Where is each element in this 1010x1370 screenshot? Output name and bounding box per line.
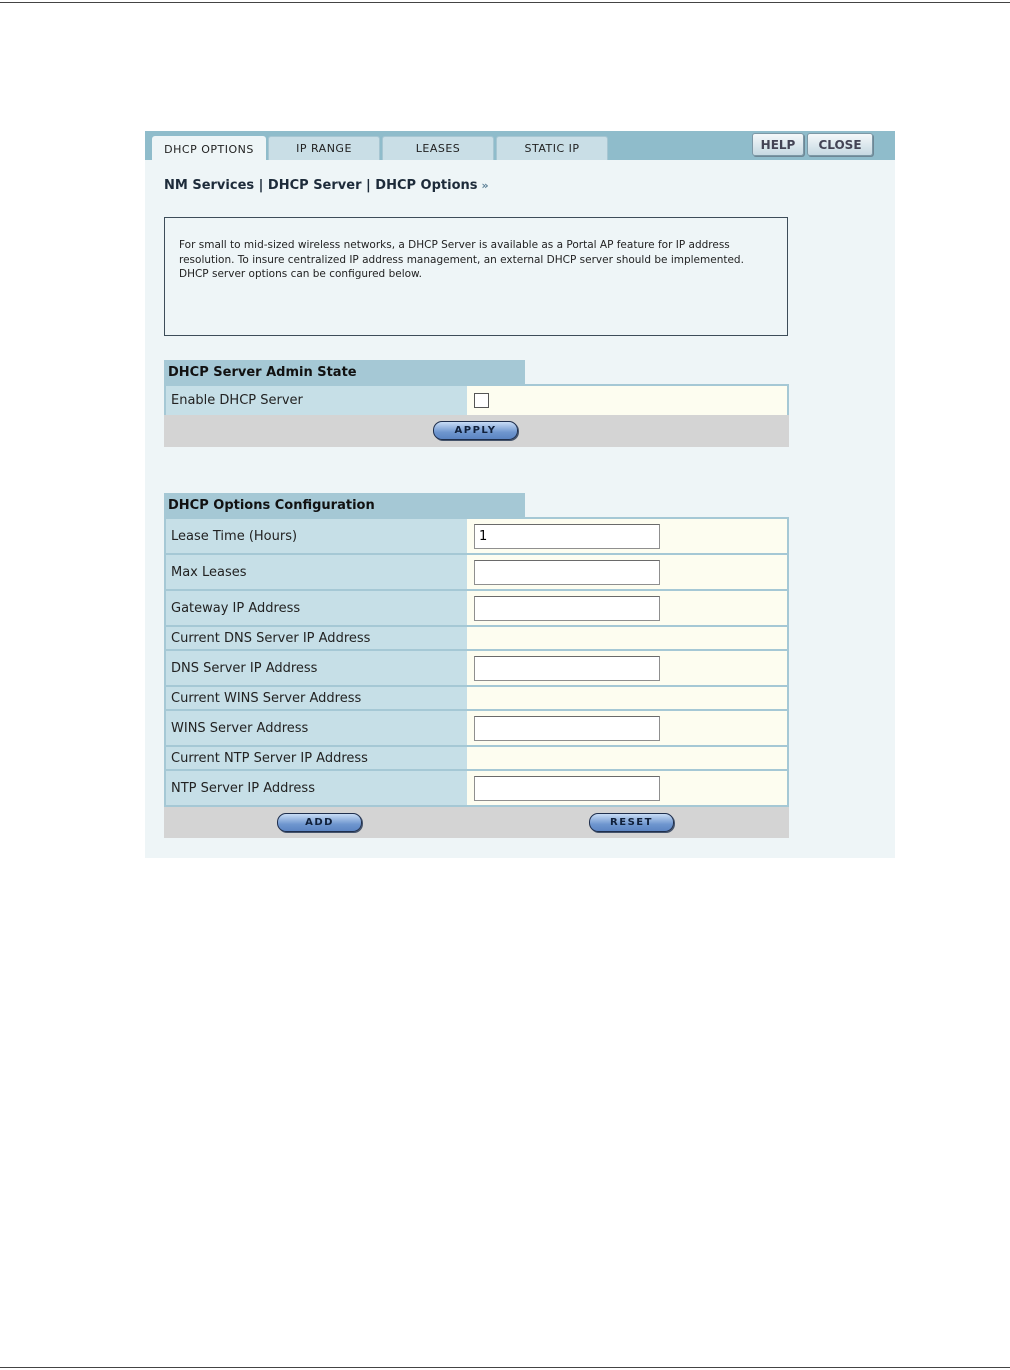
enable-dhcp-checkbox[interactable] — [474, 393, 489, 408]
lease-time-cell — [467, 519, 789, 553]
breadcrumb — [164, 178, 489, 193]
ntp-ip-input[interactable] — [474, 776, 660, 801]
field-row-ntp-ip — [164, 771, 789, 805]
field-row-current-dns — [164, 627, 789, 649]
lease-time-input[interactable] — [474, 524, 660, 549]
current-wins-value — [467, 687, 789, 709]
apply-button[interactable]: APPLY — [433, 421, 518, 440]
current-wins-label: Current WINS Server Address — [164, 687, 467, 709]
breadcrumb-path: NM Services | DHCP Server | DHCP Options — [164, 178, 478, 193]
help-button[interactable]: HELP — [752, 133, 804, 156]
info-text: For small to mid-sized wireless networks, a DHCP Server is available as a Portal AP feature for IP address resolution. To insure centralized IP address management, an external DHCP server should be implemented. DHCP server options can be configured below. — [179, 239, 744, 280]
current-ntp-label: Current NTP Server IP Address — [164, 747, 467, 769]
bottom-rule — [0, 1367, 1010, 1368]
max-leases-input[interactable] — [474, 560, 660, 585]
dns-ip-label: DNS Server IP Address — [164, 651, 467, 685]
dns-ip-cell — [467, 651, 789, 685]
gateway-ip-cell — [467, 591, 789, 625]
ntp-ip-cell — [467, 771, 789, 805]
current-dns-value — [467, 627, 789, 649]
enable-dhcp-label: Enable DHCP Server — [164, 386, 467, 415]
wins-input[interactable] — [474, 716, 660, 741]
info-box — [164, 217, 788, 336]
tab-bar — [145, 131, 895, 160]
add-button[interactable]: ADD — [277, 813, 362, 832]
close-button[interactable]: CLOSE — [807, 133, 873, 156]
admin-state-header: DHCP Server Admin State — [164, 360, 525, 385]
gateway-ip-label: Gateway IP Address — [164, 591, 467, 625]
tab-ip-range[interactable]: IP RANGE — [268, 136, 380, 160]
field-row-gateway-ip — [164, 591, 789, 625]
current-ntp-value — [467, 747, 789, 769]
top-rule — [0, 2, 1010, 3]
wins-label: WINS Server Address — [164, 711, 467, 745]
double-chevron-icon: » — [481, 179, 489, 192]
field-row-max-leases — [164, 555, 789, 589]
enable-dhcp-value — [467, 386, 789, 415]
wins-cell — [467, 711, 789, 745]
tab-leases[interactable]: LEASES — [382, 136, 494, 160]
reset-button[interactable]: RESET — [589, 813, 674, 832]
max-leases-cell — [467, 555, 789, 589]
tab-static-ip[interactable]: STATIC IP — [496, 136, 608, 160]
field-row-dns-ip — [164, 651, 789, 685]
current-dns-label: Current DNS Server IP Address — [164, 627, 467, 649]
field-row-wins — [164, 711, 789, 745]
gateway-ip-input[interactable] — [474, 596, 660, 621]
dns-ip-input[interactable] — [474, 656, 660, 681]
ntp-ip-label: NTP Server IP Address — [164, 771, 467, 805]
enable-dhcp-row — [164, 386, 789, 415]
options-config-header: DHCP Options Configuration — [164, 493, 525, 518]
dhcp-options-panel — [145, 131, 895, 858]
options-actions — [164, 807, 789, 838]
field-row-lease-time — [164, 519, 789, 553]
tab-dhcp-options[interactable]: DHCP OPTIONS — [152, 136, 266, 161]
admin-state-actions — [164, 415, 789, 447]
lease-time-label: Lease Time (Hours) — [164, 519, 467, 553]
field-row-current-wins — [164, 687, 789, 709]
field-row-current-ntp — [164, 747, 789, 769]
max-leases-label: Max Leases — [164, 555, 467, 589]
